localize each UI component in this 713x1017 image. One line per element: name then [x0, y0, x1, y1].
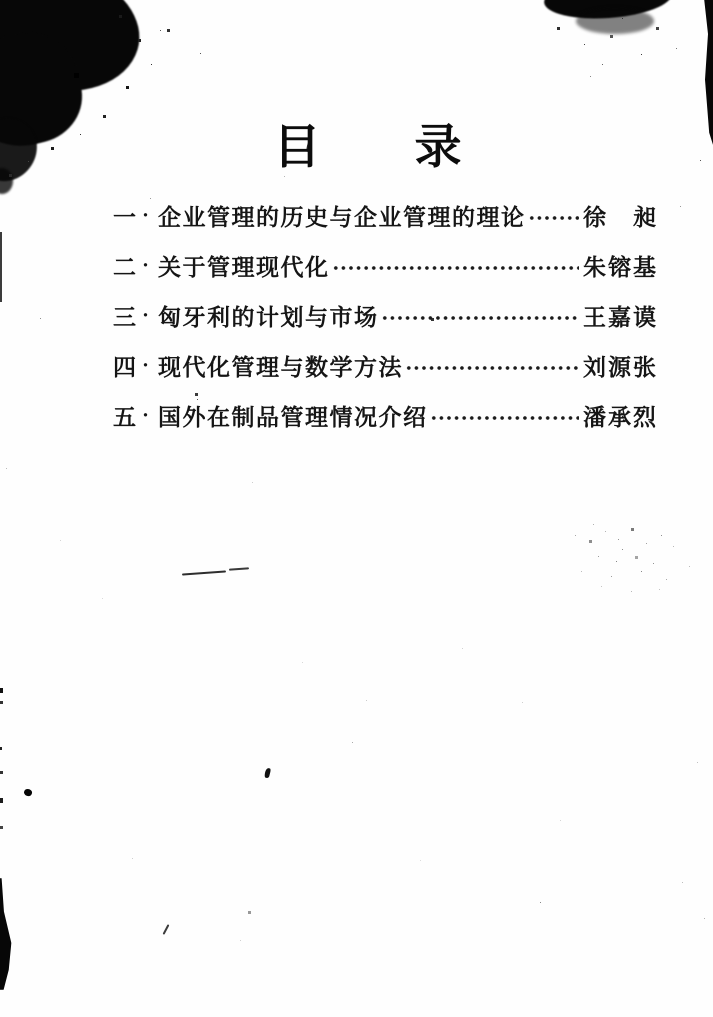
scan-artifact-left-edge-line — [0, 232, 2, 302]
dot-leader — [430, 412, 579, 424]
toc-entry-author: 徐 昶 — [583, 204, 658, 230]
toc-entry-number: 二 — [113, 254, 136, 280]
toc-entry-number: 五 — [113, 404, 136, 430]
toc-entry-number: 三 — [113, 304, 136, 330]
toc-entry — [113, 240, 658, 290]
page-title-char: 录 — [414, 122, 462, 174]
page-title-char: 目 — [273, 122, 321, 174]
scan-artifact-top-edge-blotch — [576, 8, 654, 34]
dot-leader — [405, 362, 579, 374]
toc-entry-bullet: · — [142, 302, 150, 327]
scan-artifact-ink-dot — [23, 788, 33, 798]
toc-entry-bullet: · — [142, 352, 150, 377]
toc-entry-number: 四 — [113, 354, 136, 380]
table-of-contents — [113, 190, 658, 440]
scan-artifact-slash-mark — [163, 924, 170, 935]
scan-artifact-pencil-line — [229, 567, 249, 570]
dot-leader — [381, 312, 579, 324]
toc-entry-author: 潘承烈 — [583, 404, 658, 430]
toc-entry-bullet: · — [142, 252, 150, 277]
toc-entry-author: 刘源张 — [583, 354, 658, 380]
toc-entry — [113, 290, 658, 340]
toc-entry — [113, 340, 658, 390]
toc-entry-title: 现代化管理与数学方法 — [158, 354, 404, 380]
page-title — [11, 110, 713, 177]
toc-entry-title: 关于管理现代化 — [158, 254, 330, 280]
toc-entry-bullet: · — [142, 402, 150, 427]
scan-artifact-bottom-left-strip — [0, 878, 12, 990]
toc-entry-author: 朱镕基 — [583, 254, 658, 280]
scan-speckles-light — [0, 0, 1, 1]
dot-leader — [528, 212, 579, 224]
toc-entry-title: 企业管理的历史与企业管理的理论 — [158, 204, 526, 230]
toc-entry-author: 王嘉谟 — [583, 304, 658, 330]
toc-entry-title: 国外在制品管理情况介绍 — [158, 404, 428, 430]
toc-entry — [113, 190, 658, 240]
dot-leader — [332, 262, 579, 274]
toc-entry — [113, 390, 658, 440]
toc-entry-title: 匈牙利的计划与市场 — [158, 304, 379, 330]
scan-artifact-comma-mark — [264, 768, 271, 779]
scan-artifact-pencil-line — [182, 570, 226, 575]
toc-entry-bullet: · — [142, 202, 150, 227]
toc-entry-number: 一 — [113, 204, 136, 230]
